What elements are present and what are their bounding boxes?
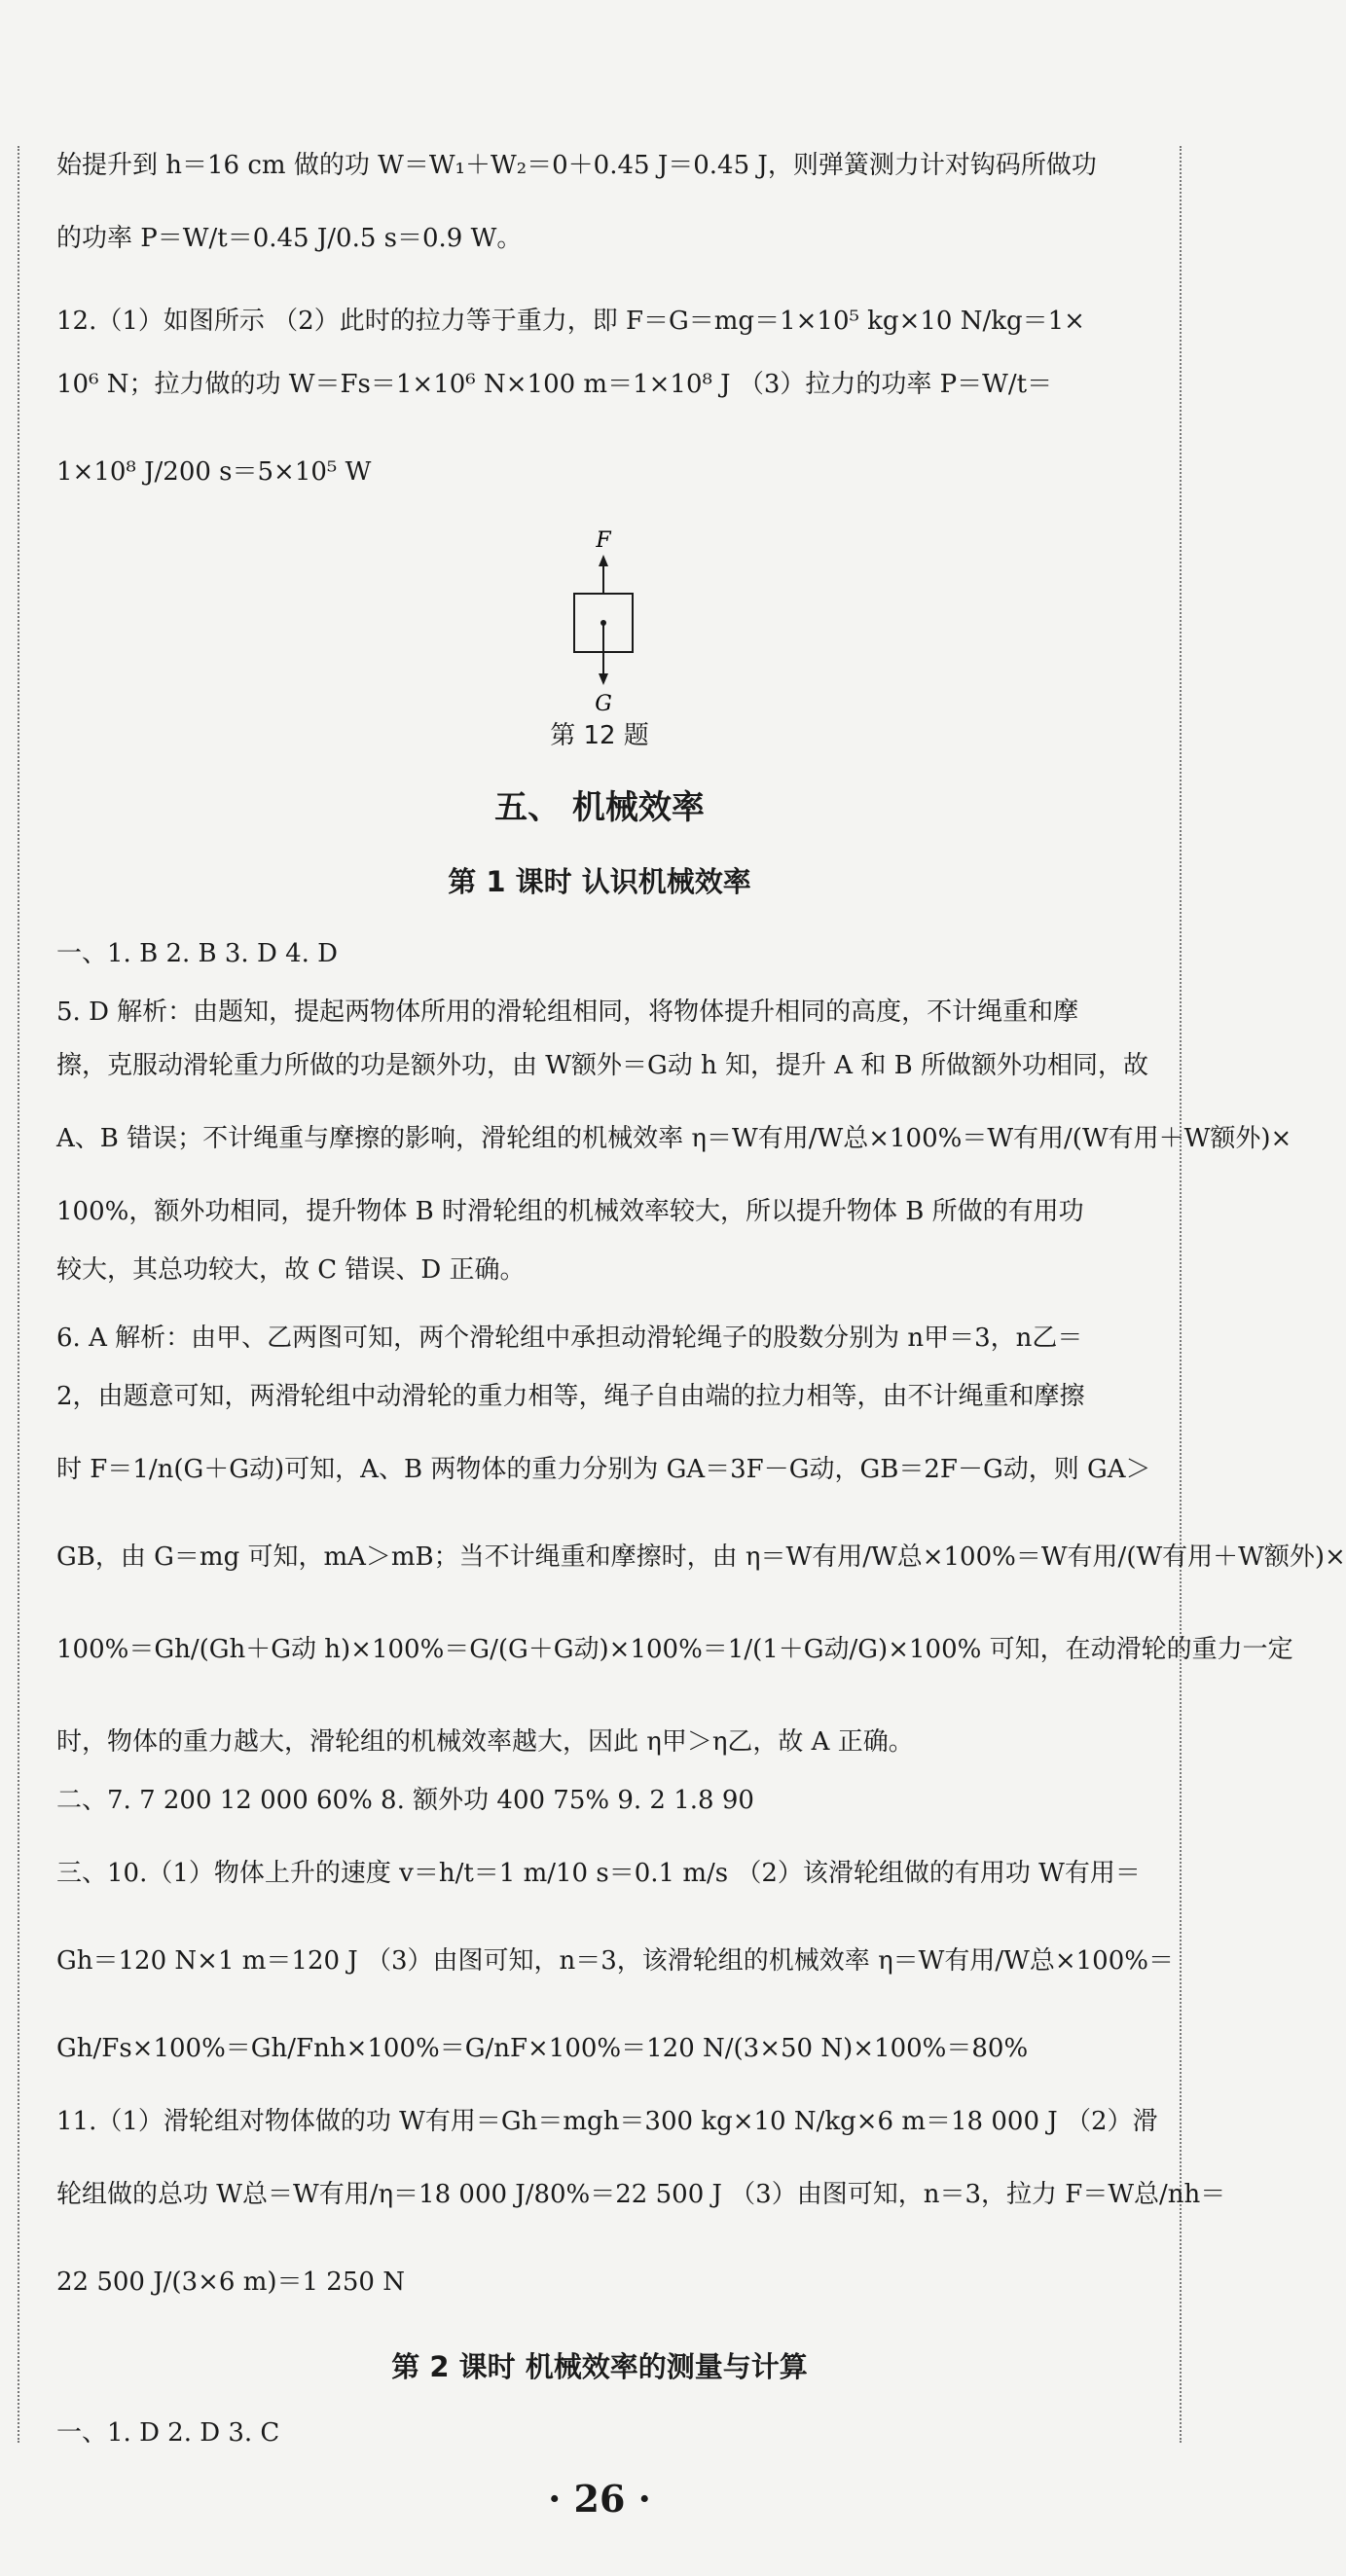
page-number: · 26 ·	[548, 2477, 651, 2521]
text-line: 始提升到 h＝16 cm 做的功 W＝W₁＋W₂＝0＋0.45 J＝0.45 J，则弹簧测力计对钩码所做功	[56, 151, 1097, 180]
text-line: 22 500 J/(3×6 m)＝1 250 N	[56, 2268, 405, 2297]
text-line: 擦，克服动滑轮重力所做的功是额外功，由 W额外＝G动 h 知，提升 A 和 B 所做额外功相同，故	[56, 1051, 1148, 1080]
text-line: 10⁶ N；拉力做的功 W＝Fs＝1×10⁶ N×100 m＝1×10⁸ J （3）拉力的功率 P＝W/t＝	[56, 370, 1053, 399]
text-line: 轮组做的总功 W总＝W有用/η＝18 000 J/80%＝22 500 J （3）由图可知，n＝3，拉力 F＝W总/nh＝	[56, 2180, 1226, 2209]
text-line: 一、1. B 2. B 3. D 4. D	[56, 939, 338, 968]
text-line: 5. D 解析：由题知，提起两物体所用的滑轮组相同，将物体提升相同的高度，不计绳重和摩	[56, 998, 1079, 1027]
text-line: A、B 错误；不计绳重与摩擦的影响，滑轮组的机械效率 η＝W有用/W总×100%＝W有用/(W有用＋W额外)×	[56, 1124, 1292, 1153]
text-line: 时 F＝1/n(G＋G动)可知，A、B 两物体的重力分别为 GA＝3F－G动，GB＝2F－G动，则 GA＞	[56, 1455, 1151, 1484]
text-line: 1×10⁸ J/200 s＝5×10⁵ W	[56, 457, 372, 487]
right-margin-rule	[1180, 146, 1182, 2443]
text-line: Gh/Fs×100%＝Gh/Fnh×100%＝G/nF×100%＝120 N/(3×50 N)×100%＝80%	[56, 2034, 1029, 2063]
text-line: 2，由题意可知，两滑轮组中动滑轮的重力相等，绳子自由端的拉力相等，由不计绳重和摩擦	[56, 1382, 1085, 1411]
text-line: GB，由 G＝mg 可知，mA＞mB；当不计绳重和摩擦时，由 η＝W有用/W总×100%＝W有用/(W有用＋W额外)×	[56, 1542, 1346, 1572]
force-label-f: F	[596, 528, 611, 553]
text-line: 的功率 P＝W/t＝0.45 J/0.5 s＝0.9 W。	[56, 224, 523, 253]
text-line: 时，物体的重力越大，滑轮组的机械效率越大，因此 η甲＞η乙，故 A 正确。	[56, 1727, 914, 1757]
text-line: 二、7. 7 200 12 000 60% 8. 额外功 400 75% 9. 2 1.8 90	[56, 1786, 754, 1815]
text-line: 6. A 解析：由甲、乙两图可知，两个滑轮组中承担动滑轮绳子的股数分别为 n甲＝3，n乙＝	[56, 1324, 1083, 1353]
lesson-1-title: 第 1 课时 认识机械效率	[448, 865, 751, 898]
text-line: 12.（1）如图所示 （2）此时的拉力等于重力，即 F＝G＝mg＝1×10⁵ kg×10 N/kg＝1×	[56, 307, 1085, 336]
text-line: Gh＝120 N×1 m＝120 J （3）由图可知，n＝3，该滑轮组的机械效率 η＝W有用/W总×100%＝	[56, 1946, 1174, 1976]
text-line: 较大，其总功较大，故 C 错误、D 正确。	[56, 1255, 526, 1285]
left-margin-rule	[18, 146, 19, 2443]
text-line: 三、10.（1）物体上升的速度 v＝h/t＝1 m/10 s＝0.1 m/s （2）该滑轮组做的有用功 W有用＝	[56, 1859, 1141, 1888]
figure-caption: 第 12 题	[550, 721, 649, 750]
text-line: 100%，额外功相同，提升物体 B 时滑轮组的机械效率较大，所以提升物体 B 所做的有用功	[56, 1197, 1084, 1226]
text-line: 一、1. D 2. D 3. C	[56, 2418, 280, 2448]
text-line: 100%＝Gh/(Gh＋G动 h)×100%＝G/(G＋G动)×100%＝1/(1＋G动/G)×100% 可知，在动滑轮的重力一定	[56, 1635, 1293, 1664]
lesson-2-title: 第 2 课时 机械效率的测量与计算	[391, 2350, 808, 2383]
section-title: 五、 机械效率	[494, 788, 705, 827]
text-line: 11.（1）滑轮组对物体做的功 W有用＝Gh＝mgh＝300 kg×10 N/kg×6 m＝18 000 J （2）滑	[56, 2107, 1158, 2136]
force-label-g: G	[595, 692, 612, 716]
